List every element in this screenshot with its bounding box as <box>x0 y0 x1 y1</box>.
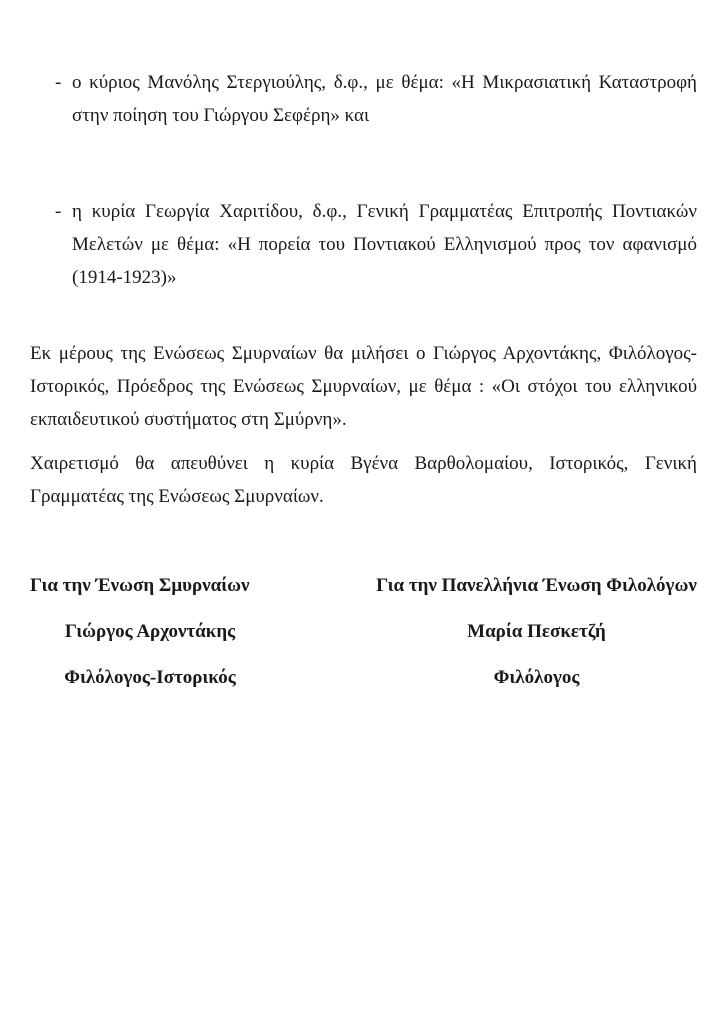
signature-title: Φιλόλογος <box>493 667 580 688</box>
signature-name: Μαρία Πεσκετζή <box>467 621 606 642</box>
text-line: ο κύριος Μανόλης Στεργιούλης, δ.φ., με θέμα: «Η Μικρασιατική Καταστροφή <box>72 72 697 93</box>
paragraph-speaker <box>30 337 697 436</box>
signature-heading: Για την Πανελλήνια Ένωση Φιλολόγων <box>376 575 697 596</box>
signature-title: Φιλόλογος-Ιστορικός <box>64 667 236 688</box>
bullet-text <box>72 66 697 132</box>
text-line: Γραμματέας της Ενώσεως Σμυρναίων. <box>30 486 324 507</box>
bullet-dash: - <box>55 72 62 93</box>
bullet-text <box>72 195 697 294</box>
text-line: εκπαιδευτικού συστήματος στη Σμύρνη». <box>30 409 347 430</box>
signature-block <box>30 569 725 707</box>
signature-name: Γιώργος Αρχοντάκης <box>64 621 236 642</box>
text-line: (1914-1923)» <box>72 267 177 288</box>
paragraph-greeting <box>30 447 697 513</box>
text-line: η κυρία Γεωργία Χαριτίδου, δ.φ., Γενική Γραμματέας Επιτροπής Ποντιακών <box>72 201 697 222</box>
text-line: Χαιρετισμό θα απευθύνει η κυρία Βγένα Βαρθολομαίου, Ιστορικός, Γενική <box>30 453 697 474</box>
text-line: Εκ μέρους της Ενώσεως Σμυρναίων θα μιλήσει ο Γιώργος Αρχοντάκης, Φιλόλογος- <box>30 343 697 364</box>
signature-heading: Για την Ένωση Σμυρναίων <box>30 575 250 596</box>
bullet-list <box>30 66 697 294</box>
text-line: Μελετών με θέμα: «Η πορεία του Ποντιακού Ελληνισμού προς τον αφανισμό <box>72 234 697 255</box>
text-line: Ιστορικός, Πρόεδρος της Ενώσεως Σμυρναίων, με θέμα : «Οι στόχοι του ελληνικού <box>30 376 697 397</box>
bullet-item <box>55 66 697 132</box>
signature-column-smyrna <box>30 569 270 707</box>
text-line: στην ποίηση του Γιώργου Σεφέρη» και <box>72 105 370 126</box>
signature-column-philologists <box>363 569 710 707</box>
bullet-item <box>55 195 697 294</box>
bullet-dash: - <box>55 201 62 222</box>
